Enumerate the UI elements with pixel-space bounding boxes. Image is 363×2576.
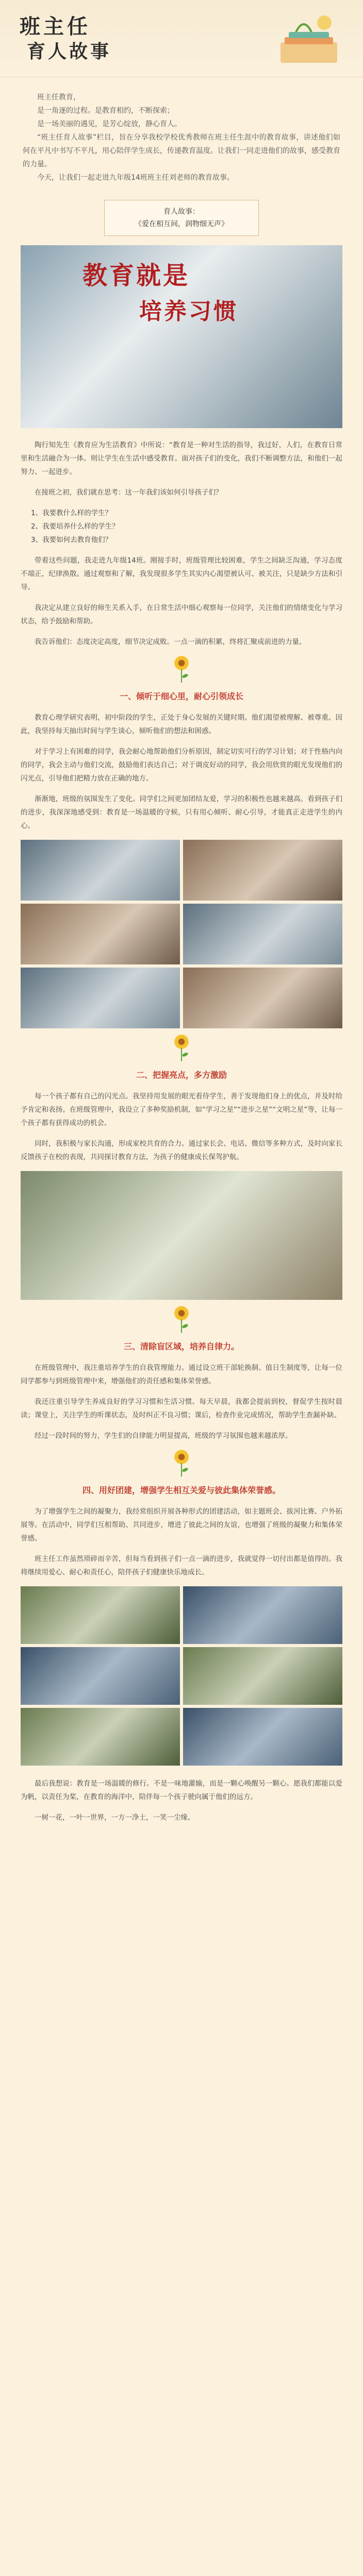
- title-line-1: 班主任: [20, 14, 91, 39]
- paragraph: 每一个孩子都有自己的闪光点。我坚持用发展的眼光看待学生，善于发现他们身上的优点，并及时给予肯定和表扬。在班级管理中，我设立了多种奖励机制，如“学习之星”“进步之星”“文明之星”等，让每一个孩子都有获得成功的机会。: [21, 1092, 342, 1127]
- classroom-photo: [21, 904, 180, 964]
- classroom-photo: [183, 840, 342, 901]
- question-item: 3、我要如何去教育他们？: [31, 536, 112, 544]
- classroom-photo: [21, 968, 180, 1028]
- section-1-body: [0, 711, 363, 833]
- photo-grid-1: [21, 840, 342, 1028]
- closing-paragraphs: [0, 1777, 363, 1824]
- paragraph: 渐渐地，班级的氛围发生了变化。同学们之间更加团结友爱，学习的积极性也越来越高。看到孩子们的进步，我深深地感受到：教育是一场温暖的守候，只有用心倾听、耐心引导，才能真正走进学生的内心。: [21, 795, 342, 830]
- classroom-photo: [183, 968, 342, 1028]
- lead-line: 班主任教育，: [37, 93, 80, 101]
- body-paragraphs: [0, 554, 363, 649]
- topic-box: [104, 200, 259, 236]
- paragraph: 在接班之初，我们就在思考：这一年我们该如何引导孩子们？: [35, 488, 223, 497]
- paragraph: 陶行知先生《教育应为生活教育》中所说：“教育是一种对生活的指导，我过好，人们，在教育日常里和生活融合为一体。则让学生在生活中感受教育。面对孩子们的变化，我们不断调整方法，和他们一起努力、一起进步。: [21, 441, 342, 476]
- activity-photo: [21, 1586, 180, 1644]
- activity-photo: [21, 1647, 180, 1705]
- topic-label: 育人故事：: [163, 208, 200, 216]
- topic-title: 《爱在相互间，润物细无声》: [135, 220, 228, 228]
- activity-photo: [183, 1708, 342, 1766]
- paragraph: 最后我想说：教育是一场温暖的修行。不是一味地灌输，而是一颗心唤醒另一颗心。愿我们都能以爱为帆，以责任为桨，在教育的海洋中，陪伴每一个孩子驶向属于他们的远方。: [21, 1780, 342, 1801]
- paragraph: 经过一段时间的努力，学生们的自律能力明显提高，班级的学习氛围也越来越浓厚。: [35, 1432, 292, 1440]
- question-item: 2、我要培养什么样的学生？: [31, 522, 119, 531]
- classroom-photo: [183, 904, 342, 964]
- activity-photo: [183, 1586, 342, 1644]
- photo-grid-2: [21, 1586, 342, 1766]
- sunflower-divider-icon: [171, 656, 192, 684]
- section-1-title: 一、倾听于细心里，耐心引领成长: [119, 691, 243, 701]
- paragraph: 我还注重引导学生养成良好的学习习惯和生活习惯。每天早晨，我都会提前到校，督促学生按时晨读；课堂上，关注学生的听课状态，及时纠正不良习惯；课后，检查作业完成情况，帮助学生查漏补缺。: [21, 1398, 342, 1419]
- lead-line: 是一角逐的过程。是教育相约，不断探索；: [37, 107, 174, 115]
- section-2-body: [0, 1090, 363, 1164]
- lead-line: 今天，让我们一起走进九年级14班班主任刘老师的教育故事。: [37, 174, 234, 182]
- title-line-2: 育人故事: [27, 41, 112, 62]
- hero-photo: [21, 245, 342, 428]
- hero-slogan-2: 培养习惯: [139, 298, 238, 325]
- sunflower-divider-icon: [171, 1306, 192, 1334]
- paragraph: 对于学习上有困难的同学，我会耐心地帮助他们分析原因，制定切实可行的学习计划；对于性格内向的同学，我会主动与他们交流，鼓励他们表达自己；对于调皮好动的同学，我会用欣赏的眼光发现他们的闪光点，引导他们把精力放在正确的地方。: [21, 748, 342, 783]
- lead-intro: [0, 77, 363, 190]
- book-illustration-icon: [275, 11, 342, 68]
- paragraph: 我决定从建立良好的师生关系入手，在日常生活中细心观察每一位同学，关注他们的情绪变化与学习状态，给予鼓励和帮助。: [21, 604, 342, 625]
- article-header: [0, 0, 363, 77]
- activity-photo: [21, 1708, 180, 1766]
- question-list: [0, 506, 363, 547]
- intro-paragraphs: [0, 438, 363, 499]
- classroom-photo: [21, 840, 180, 901]
- section-3-body: [0, 1361, 363, 1443]
- paragraph: 我告诉他们：态度决定高度，细节决定成败。一点一滴的积累，终将汇聚成前进的力量。: [35, 638, 306, 646]
- lead-line: 是一场美丽的遇见，是芳心绽放，静心育人。: [37, 120, 182, 128]
- paragraph: 班主任工作虽然琐碎而辛苦，但每当看到孩子们一点一滴的进步，我就觉得一切付出都是值得的。我将继续用爱心、耐心和责任心，陪伴孩子们健康快乐地成长。: [21, 1555, 342, 1577]
- question-item: 1、我要教什么样的学生？: [31, 509, 112, 517]
- sunflower-divider-icon: [171, 1035, 192, 1062]
- section-4-title: 四、用好团建，增强学生相互关爱与彼此集体荣誉感。: [82, 1485, 280, 1495]
- paragraph: 在班级管理中，我注重培养学生的自我管理能力。通过设立班干部轮换制、值日生制度等，让每一位同学都参与到班级管理中来，增强他们的责任感和集体荣誉感。: [21, 1364, 342, 1385]
- hero-slogan-1: 教育就是: [82, 261, 190, 290]
- lead-line: “班主任育人故事”栏目，旨在分享我校学校优秀教师在班主任生涯中的教育故事，讲述他们如何在平凡中书写不平凡，用心陪伴学生成长，传递教育温度。让我们一同走进他们的故事，感受教育的力量。: [23, 133, 340, 168]
- section-2-title: 二、把握亮点，多方激励: [136, 1070, 227, 1080]
- title-block: [20, 14, 111, 64]
- sunflower-divider-icon: [171, 1450, 192, 1478]
- section-3-title: 三、清除盲区域，培养自律力。: [123, 1342, 239, 1351]
- section-4-body: [0, 1505, 363, 1579]
- paragraph: 为了增强学生之间的凝聚力，我经常组织开展各种形式的团建活动，如主题班会、拔河比赛、户外拓展等。在活动中，同学们互相帮助、共同进步，增进了彼此之间的友谊，也增强了班级的凝聚力和集体荣誉感。: [21, 1507, 342, 1543]
- paragraph: 教育心理学研究表明，初中阶段的学生，正处于身心发展的关键时期。他们渴望被理解、被尊重。因此，我坚持每天抽出时间与学生谈心，倾听他们的想法和困惑。: [21, 714, 342, 735]
- activity-photo: [183, 1647, 342, 1705]
- paragraph: 带着这些问题，我走进九年级14班。刚接手时，班级管理比较困难，学生之间缺乏沟通，学习态度不端正，纪律涣散。通过观察和了解，我发现很多学生其实内心渴望被认可、被关注，只是缺少方法和引导。: [21, 556, 342, 591]
- teacher-student-photo: [21, 1171, 342, 1300]
- paragraph: 一树一花，一叶一世界，一方一净土，一笑一尘缘。: [35, 1814, 195, 1822]
- paragraph: 同时，我积极与家长沟通，形成家校共育的合力。通过家长会、电话、微信等多种方式，及时向家长反馈孩子在校的表现，共同探讨教育方法，为孩子的健康成长保驾护航。: [21, 1140, 342, 1161]
